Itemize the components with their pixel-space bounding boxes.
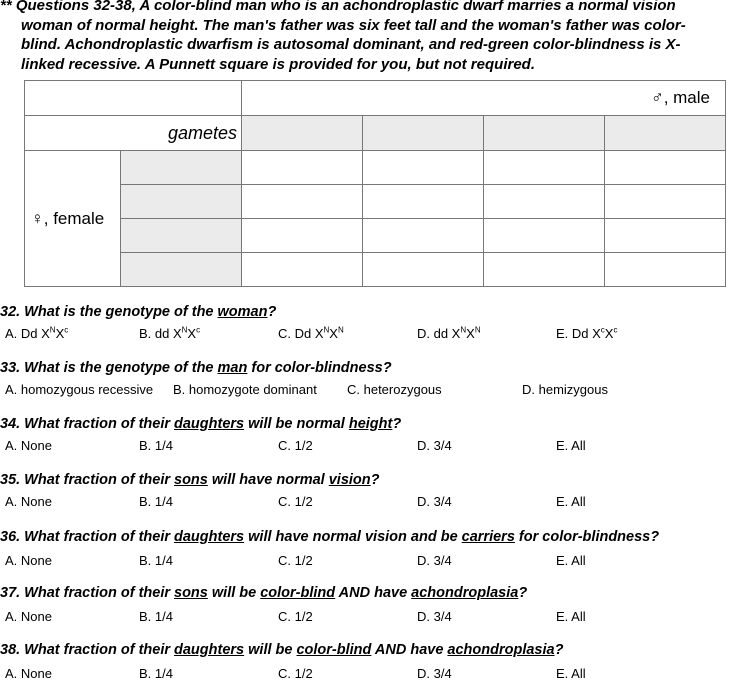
- question-title: 32. What is the genotype of the woman?: [0, 304, 277, 320]
- offspring-cell[interactable]: [242, 253, 363, 287]
- punnett-square: [24, 80, 726, 287]
- intro-line: linked recessive. A Punnett square is provided for you, but not required.: [21, 55, 535, 73]
- offspring-cell[interactable]: [363, 219, 484, 253]
- option-d[interactable]: D. hemizygous: [522, 382, 608, 397]
- intro-line: woman of normal height. The man's father was six feet tall and the woman's father was color-: [21, 16, 686, 34]
- offspring-cell[interactable]: [605, 219, 726, 253]
- option-d[interactable]: D. 3/4: [417, 609, 452, 624]
- question-title: 38. What fraction of their daughters will be color-blind AND have achondroplasia?: [0, 642, 564, 658]
- option-c[interactable]: C. 1/2: [278, 438, 313, 453]
- offspring-cell[interactable]: [242, 219, 363, 253]
- option-b[interactable]: B. homozygote dominant: [173, 382, 317, 397]
- question-title: 36. What fraction of their daughters will have normal vision and be carriers for color-blindness?: [0, 529, 660, 545]
- option-c[interactable]: C. 1/2: [278, 666, 313, 681]
- male-gamete-cell[interactable]: [484, 116, 605, 151]
- male-gamete-cell[interactable]: [363, 116, 484, 151]
- option-a[interactable]: A. None: [5, 438, 52, 453]
- option-b[interactable]: B. 1/4: [139, 609, 173, 624]
- male-gamete-cell[interactable]: [242, 116, 363, 151]
- option-d[interactable]: D. 3/4: [417, 438, 452, 453]
- option-b[interactable]: B. 1/4: [139, 438, 173, 453]
- option-a[interactable]: A. None: [5, 553, 52, 568]
- option-d[interactable]: D. 3/4: [417, 553, 452, 568]
- female-gamete-cell[interactable]: [121, 185, 242, 219]
- offspring-cell[interactable]: [363, 253, 484, 287]
- option-a[interactable]: A. None: [5, 666, 52, 681]
- option-e[interactable]: E. All: [556, 438, 586, 453]
- offspring-cell[interactable]: [605, 253, 726, 287]
- offspring-cell[interactable]: [242, 151, 363, 185]
- question-title: 35. What fraction of their sons will have normal vision?: [0, 472, 380, 488]
- female-label: ♀, female: [25, 151, 121, 287]
- offspring-cell[interactable]: [605, 185, 726, 219]
- option-b[interactable]: B. 1/4: [139, 666, 173, 681]
- female-gamete-cell[interactable]: [121, 219, 242, 253]
- offspring-cell[interactable]: [242, 185, 363, 219]
- option-a[interactable]: A. None: [5, 609, 52, 624]
- option-d[interactable]: D. 3/4: [417, 494, 452, 509]
- gametes-label: gametes: [25, 116, 242, 151]
- option-c[interactable]: C. Dd $X^NX^N$: [278, 325, 344, 341]
- intro-line: blind. Achondroplastic dwarfism is autosomal dominant, and red-green color-blindness is X-: [21, 36, 681, 53]
- intro-paragraph: [0, 0, 740, 74]
- option-b[interactable]: B. 1/4: [139, 553, 173, 568]
- option-c[interactable]: C. 1/2: [278, 553, 313, 568]
- male-label: ♂, male: [242, 81, 726, 116]
- female-gamete-cell[interactable]: [121, 253, 242, 287]
- offspring-cell[interactable]: [484, 219, 605, 253]
- option-e[interactable]: E. All: [556, 553, 586, 568]
- option-d[interactable]: D. dd $X^NX^N$: [417, 325, 481, 341]
- option-e[interactable]: E. All: [556, 666, 586, 681]
- option-e[interactable]: E. Dd $X^cX^c$: [556, 325, 618, 341]
- option-d[interactable]: D. 3/4: [417, 666, 452, 681]
- question-title: 33. What is the genotype of the man for color-blindness?: [0, 360, 392, 376]
- female-gamete-cell[interactable]: [121, 151, 242, 185]
- option-b[interactable]: B. 1/4: [139, 494, 173, 509]
- offspring-cell[interactable]: [363, 185, 484, 219]
- male-gamete-cell[interactable]: [605, 116, 726, 151]
- option-c[interactable]: C. 1/2: [278, 494, 313, 509]
- option-e[interactable]: E. All: [556, 494, 586, 509]
- offspring-cell[interactable]: [363, 151, 484, 185]
- option-c[interactable]: C. 1/2: [278, 609, 313, 624]
- question-title: 34. What fraction of their daughters will be normal height?: [0, 416, 402, 432]
- question-title: 37. What fraction of their sons will be color-blind AND have achondroplasia?: [0, 585, 528, 601]
- offspring-cell[interactable]: [484, 253, 605, 287]
- option-e[interactable]: E. All: [556, 609, 586, 624]
- offspring-cell[interactable]: [484, 151, 605, 185]
- offspring-cell[interactable]: [484, 185, 605, 219]
- intro-line: ** Questions 32-38, A color-blind man who is an achondroplastic dwarf marries a normal vision: [0, 0, 676, 14]
- option-a[interactable]: A. Dd $X^NX^c$: [5, 325, 69, 341]
- corner-cell: [25, 81, 242, 116]
- offspring-cell[interactable]: [605, 151, 726, 185]
- option-a[interactable]: A. None: [5, 494, 52, 509]
- option-c[interactable]: C. heterozygous: [347, 382, 442, 397]
- option-b[interactable]: B. dd $X^NX^c$: [139, 325, 201, 341]
- option-a[interactable]: A. homozygous recessive: [5, 382, 154, 397]
